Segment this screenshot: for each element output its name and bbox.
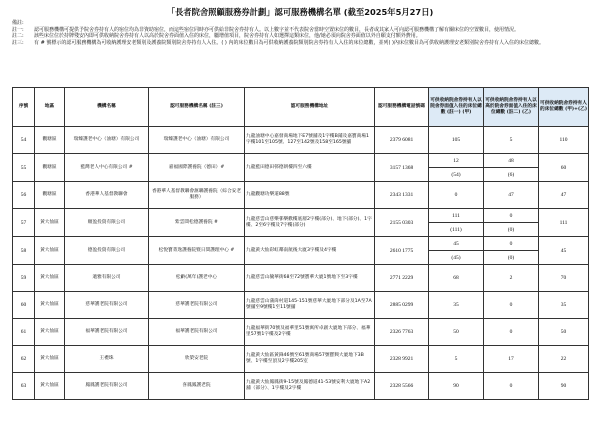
note-text: 有 # 號標示的認可服務機構為可收納護理安老類別及護養院類別院舍券持有人入住。( ) 內的床位數目為可供收納護養院類別院舍券持有人入住的床位總數，並列( )內床位數目為可供收納護理安老類別院舍券持有人入住的床位總數。 [34, 39, 544, 46]
header-home: 認可服務機構名稱 (註三) [149, 88, 245, 127]
cell-org: 瑞臻護老中心（油塘）有限公司 [65, 127, 149, 154]
cell-seq: 61 [13, 319, 35, 346]
cell-places-a [429, 237, 484, 265]
header-seq: 序號 [13, 88, 35, 127]
cell-seq: 59 [13, 265, 35, 292]
header-district: 地區 [35, 88, 65, 127]
cell-address: 九龍慈雲山慈樂邨樂歡樓底層2字樓(部分)、地下(部分)、1字樓、2至6字樓及7字樓(部分) [245, 209, 375, 237]
cell-places-b-value: 2 [509, 275, 513, 281]
note-label: 註二: [12, 33, 24, 40]
cell-places-b-value: (6) [484, 167, 538, 181]
cell-places-a-value: 105 [451, 137, 461, 143]
cell-address: 九龍福華街70號及福華里51號寓所卓創大廈地下部分、福華里57號1字樓及2字樓 [245, 319, 375, 346]
cell-address: 九龍藍田德田邨德朗樓四至六樓 [245, 154, 375, 182]
cell-home: 福華護老院有限公司 [149, 319, 245, 346]
cell-places-b-value: 0 [509, 329, 513, 335]
cell-seq: 62 [13, 346, 35, 373]
cell-district: 黃大仙區 [35, 319, 65, 346]
cell-district: 觀塘區 [35, 182, 65, 209]
cell-places-total: 111 [539, 209, 589, 237]
cell-places-a-value: 35 [453, 302, 459, 308]
cell-home: 欣榮安老院 [149, 346, 245, 373]
cell-org: 香港華人基督教聯會 [65, 182, 149, 209]
cell-org: 適雅有限公司 [65, 265, 149, 292]
cell-places-b-value: 0 [509, 302, 513, 308]
cell-places-a-value: 5 [454, 356, 458, 362]
cell-district: 觀塘區 [35, 127, 65, 154]
cell-org: 順盈投資有限公司 [65, 209, 149, 237]
table-header-row [13, 88, 589, 127]
cell-places-a [429, 292, 484, 319]
cell-places-b-value: 47 [508, 192, 514, 198]
cell-phone: 2379 6081 [375, 127, 429, 154]
cell-places-a [429, 373, 484, 400]
cell-places-a-value: 68 [453, 275, 459, 281]
cell-places-a [429, 182, 484, 209]
page-title: 「長者院舍照顧服務券計劃」認可服務機構名單 (截至2025年5月27日) [166, 7, 434, 17]
cell-phone: 2610 1775 [375, 237, 429, 265]
cell-address: 九龍黃大仙彩虹鄰南航後大廈3字樓及4字樓 [245, 237, 375, 265]
cell-places-b-value: 0 [509, 383, 513, 389]
cell-address: 九龍油塘中心嘉發商場地下E7號舖及1字樓B鋪及嘉寶商場1字樓101至105號、127至142號及158至165號舖 [245, 127, 375, 154]
cell-places-a-value: 111 [452, 212, 460, 219]
cell-places-b-value: 5 [509, 137, 513, 143]
cell-phone: 2771 2229 [375, 265, 429, 292]
service-provider-table [12, 87, 589, 400]
cell-places-a [429, 209, 484, 237]
note-label: 註三: [12, 39, 24, 46]
cell-district: 黃大仙區 [35, 237, 65, 265]
header-phone: 認可服務機構電話號碼 [375, 88, 429, 127]
cell-seq: 54 [13, 127, 35, 154]
cell-address: 九龍慈雲山蒲崗村道145-151號慈華大廈地下部分及1A至7A號舖至9號樓1至11號舖 [245, 292, 375, 319]
table-row [13, 265, 589, 292]
cell-places-b [484, 373, 539, 400]
cell-places-a [429, 154, 484, 182]
cell-places-a-value: (54) [429, 167, 483, 181]
cell-home: 嘉福國際護養院（德田）# [149, 154, 245, 182]
cell-places-total: 35 [539, 292, 589, 319]
cell-places-b [484, 319, 539, 346]
cell-district: 黃大仙區 [35, 373, 65, 400]
cell-address: 九龍觀塘功樂道88號 [245, 182, 375, 209]
table-row [13, 292, 589, 319]
cell-places-a-value: 90 [453, 383, 459, 389]
cell-home: 紫雲間松德護養院 # [149, 209, 245, 237]
cell-places-a [429, 127, 484, 154]
cell-places-a [429, 319, 484, 346]
cell-places-total: 45 [539, 237, 589, 265]
table-row [13, 319, 589, 346]
cell-seq: 58 [13, 237, 35, 265]
cell-places-a [429, 265, 484, 292]
cell-district: 黃大仙區 [35, 292, 65, 319]
cell-places-b-value: (0) [484, 250, 538, 264]
table-body [13, 127, 589, 400]
cell-org: 福華護老院有限公司 [65, 319, 149, 346]
header-places-b: 可供收納院舍券持有人以高於院舍券面值入住的床位總數 (註二) (乙) [484, 88, 539, 127]
cell-address: 九龍黃大仙鳳鳳街9-15號及鳳德道41-53號安利大廈地下A2舖（部分）、1字樓及2字樓 [245, 373, 375, 400]
cell-places-a-value: 45 [453, 240, 459, 247]
cell-org: 德盈投資有限公司 [65, 237, 149, 265]
cell-places-b-value: (0) [484, 222, 538, 236]
cell-places-b-value: 48 [508, 157, 514, 164]
cell-seq: 63 [13, 373, 35, 400]
cell-places-total: 60 [539, 154, 589, 182]
cell-places-a-value: 12 [453, 157, 459, 164]
cell-places-b [484, 209, 539, 237]
cell-places-a-value: 50 [453, 329, 459, 335]
cell-org: 藍灣老人中心有限公司 # [65, 154, 149, 182]
cell-places-a-value: 0 [454, 192, 458, 198]
cell-places-b [484, 154, 539, 182]
cell-phone: 2343 1331 [375, 182, 429, 209]
header-places-a: 可供收納院舍券持有人以院舍券面值入住的床位總數 (註一) (甲) [429, 88, 484, 127]
cell-places-b [484, 182, 539, 209]
note-text: 該些床位位於持牌殘安內即可供收納院舍券持有人以高於院舍券面值入住的床位，屬增值項目，院舍券持有人如選擇這類床位，他/她必須向院舍券面值以外自願支付額外費用。 [34, 33, 421, 40]
cell-places-b-value: 17 [508, 356, 514, 362]
cell-address: 九龍黃大仙區黃鋒46號至61號商場57號寶興大廈地下3B號、1字樓至頂及2字樓205室 [245, 346, 375, 373]
cell-seq: 56 [13, 182, 35, 209]
cell-home: 喜鳳鳳護老院 [149, 373, 245, 400]
notes-list [12, 27, 592, 47]
notes-section [12, 20, 592, 46]
cell-places-total: 22 [539, 346, 589, 373]
header-org: 機構名稱 [65, 88, 149, 127]
header-places-total: 可供收納院舍券持有人的床位總數 (甲)+(乙) [539, 88, 589, 127]
table-row [13, 127, 589, 154]
cell-seq: 55 [13, 154, 35, 182]
header-address: 認可服務機構地址 [245, 88, 375, 127]
cell-seq: 57 [13, 209, 35, 237]
cell-address: 九龍慈雲山毓華街68至72號寶華大廈1號地下至3字樓 [245, 265, 375, 292]
cell-phone: 2155 0303 [375, 209, 429, 237]
cell-home: 瑞臻護老中心（油塘）有限公司 [149, 127, 245, 154]
cell-home: 松悅寶菁逸護養院暨日間護理中心 # [149, 237, 245, 265]
cell-home: 香港華人基督教聯會滙聯護養院（綜合安老服務） [149, 182, 245, 209]
cell-phone: 2328 5566 [375, 373, 429, 400]
cell-places-b-value: 0 [509, 212, 513, 219]
cell-places-a [429, 346, 484, 373]
cell-places-total: 110 [539, 127, 589, 154]
cell-district: 黃大仙區 [35, 209, 65, 237]
cell-phone: 2326 7763 [375, 319, 429, 346]
cell-district: 黃大仙區 [35, 346, 65, 373]
note-text: 認可服務機構可提供予院舍券持有人的宿位均為非資助宿位，而這些宿位同時亦可供給非院舍券持有人。以上數字並不代表院舍當時空置床位的數目，長者或其家人可向認可服務機構了解有關床位的空置數目，使用情況。 [34, 26, 520, 33]
note-item [12, 40, 592, 47]
cell-places-a-value: (45) [429, 250, 483, 264]
cell-places-total: 50 [539, 319, 589, 346]
cell-district: 黃大仙區 [35, 265, 65, 292]
table-row [13, 209, 589, 237]
cell-phone: 2328 9921 [375, 346, 429, 373]
notes-heading: 備註: [12, 20, 24, 26]
cell-district: 觀塘區 [35, 154, 65, 182]
cell-org: 王禮珠 [65, 346, 149, 373]
cell-places-b [484, 237, 539, 265]
cell-places-total: 90 [539, 373, 589, 400]
cell-places-b [484, 265, 539, 292]
cell-places-a-value: (111) [429, 222, 483, 236]
cell-places-b [484, 127, 539, 154]
cell-phone: 2885 0299 [375, 292, 429, 319]
table-row [13, 373, 589, 400]
table-row [13, 346, 589, 373]
cell-home: 松齡(萬年)護老中心 [149, 265, 245, 292]
note-item [12, 33, 592, 40]
cell-home: 慈華護老院有限公司 [149, 292, 245, 319]
cell-seq: 60 [13, 292, 35, 319]
table-row [13, 154, 589, 182]
table-row [13, 182, 589, 209]
cell-org: 鳳鳳護老院有限公司 [65, 373, 149, 400]
cell-places-b-value: 0 [509, 240, 513, 247]
cell-places-b [484, 292, 539, 319]
cell-phone: 3157 1368 [375, 154, 429, 182]
note-label: 註一: [12, 26, 24, 33]
cell-org: 慈華護老院有限公司 [65, 292, 149, 319]
cell-places-total: 70 [539, 265, 589, 292]
cell-places-total: 47 [539, 182, 589, 209]
table-row [13, 237, 589, 265]
cell-places-b [484, 346, 539, 373]
